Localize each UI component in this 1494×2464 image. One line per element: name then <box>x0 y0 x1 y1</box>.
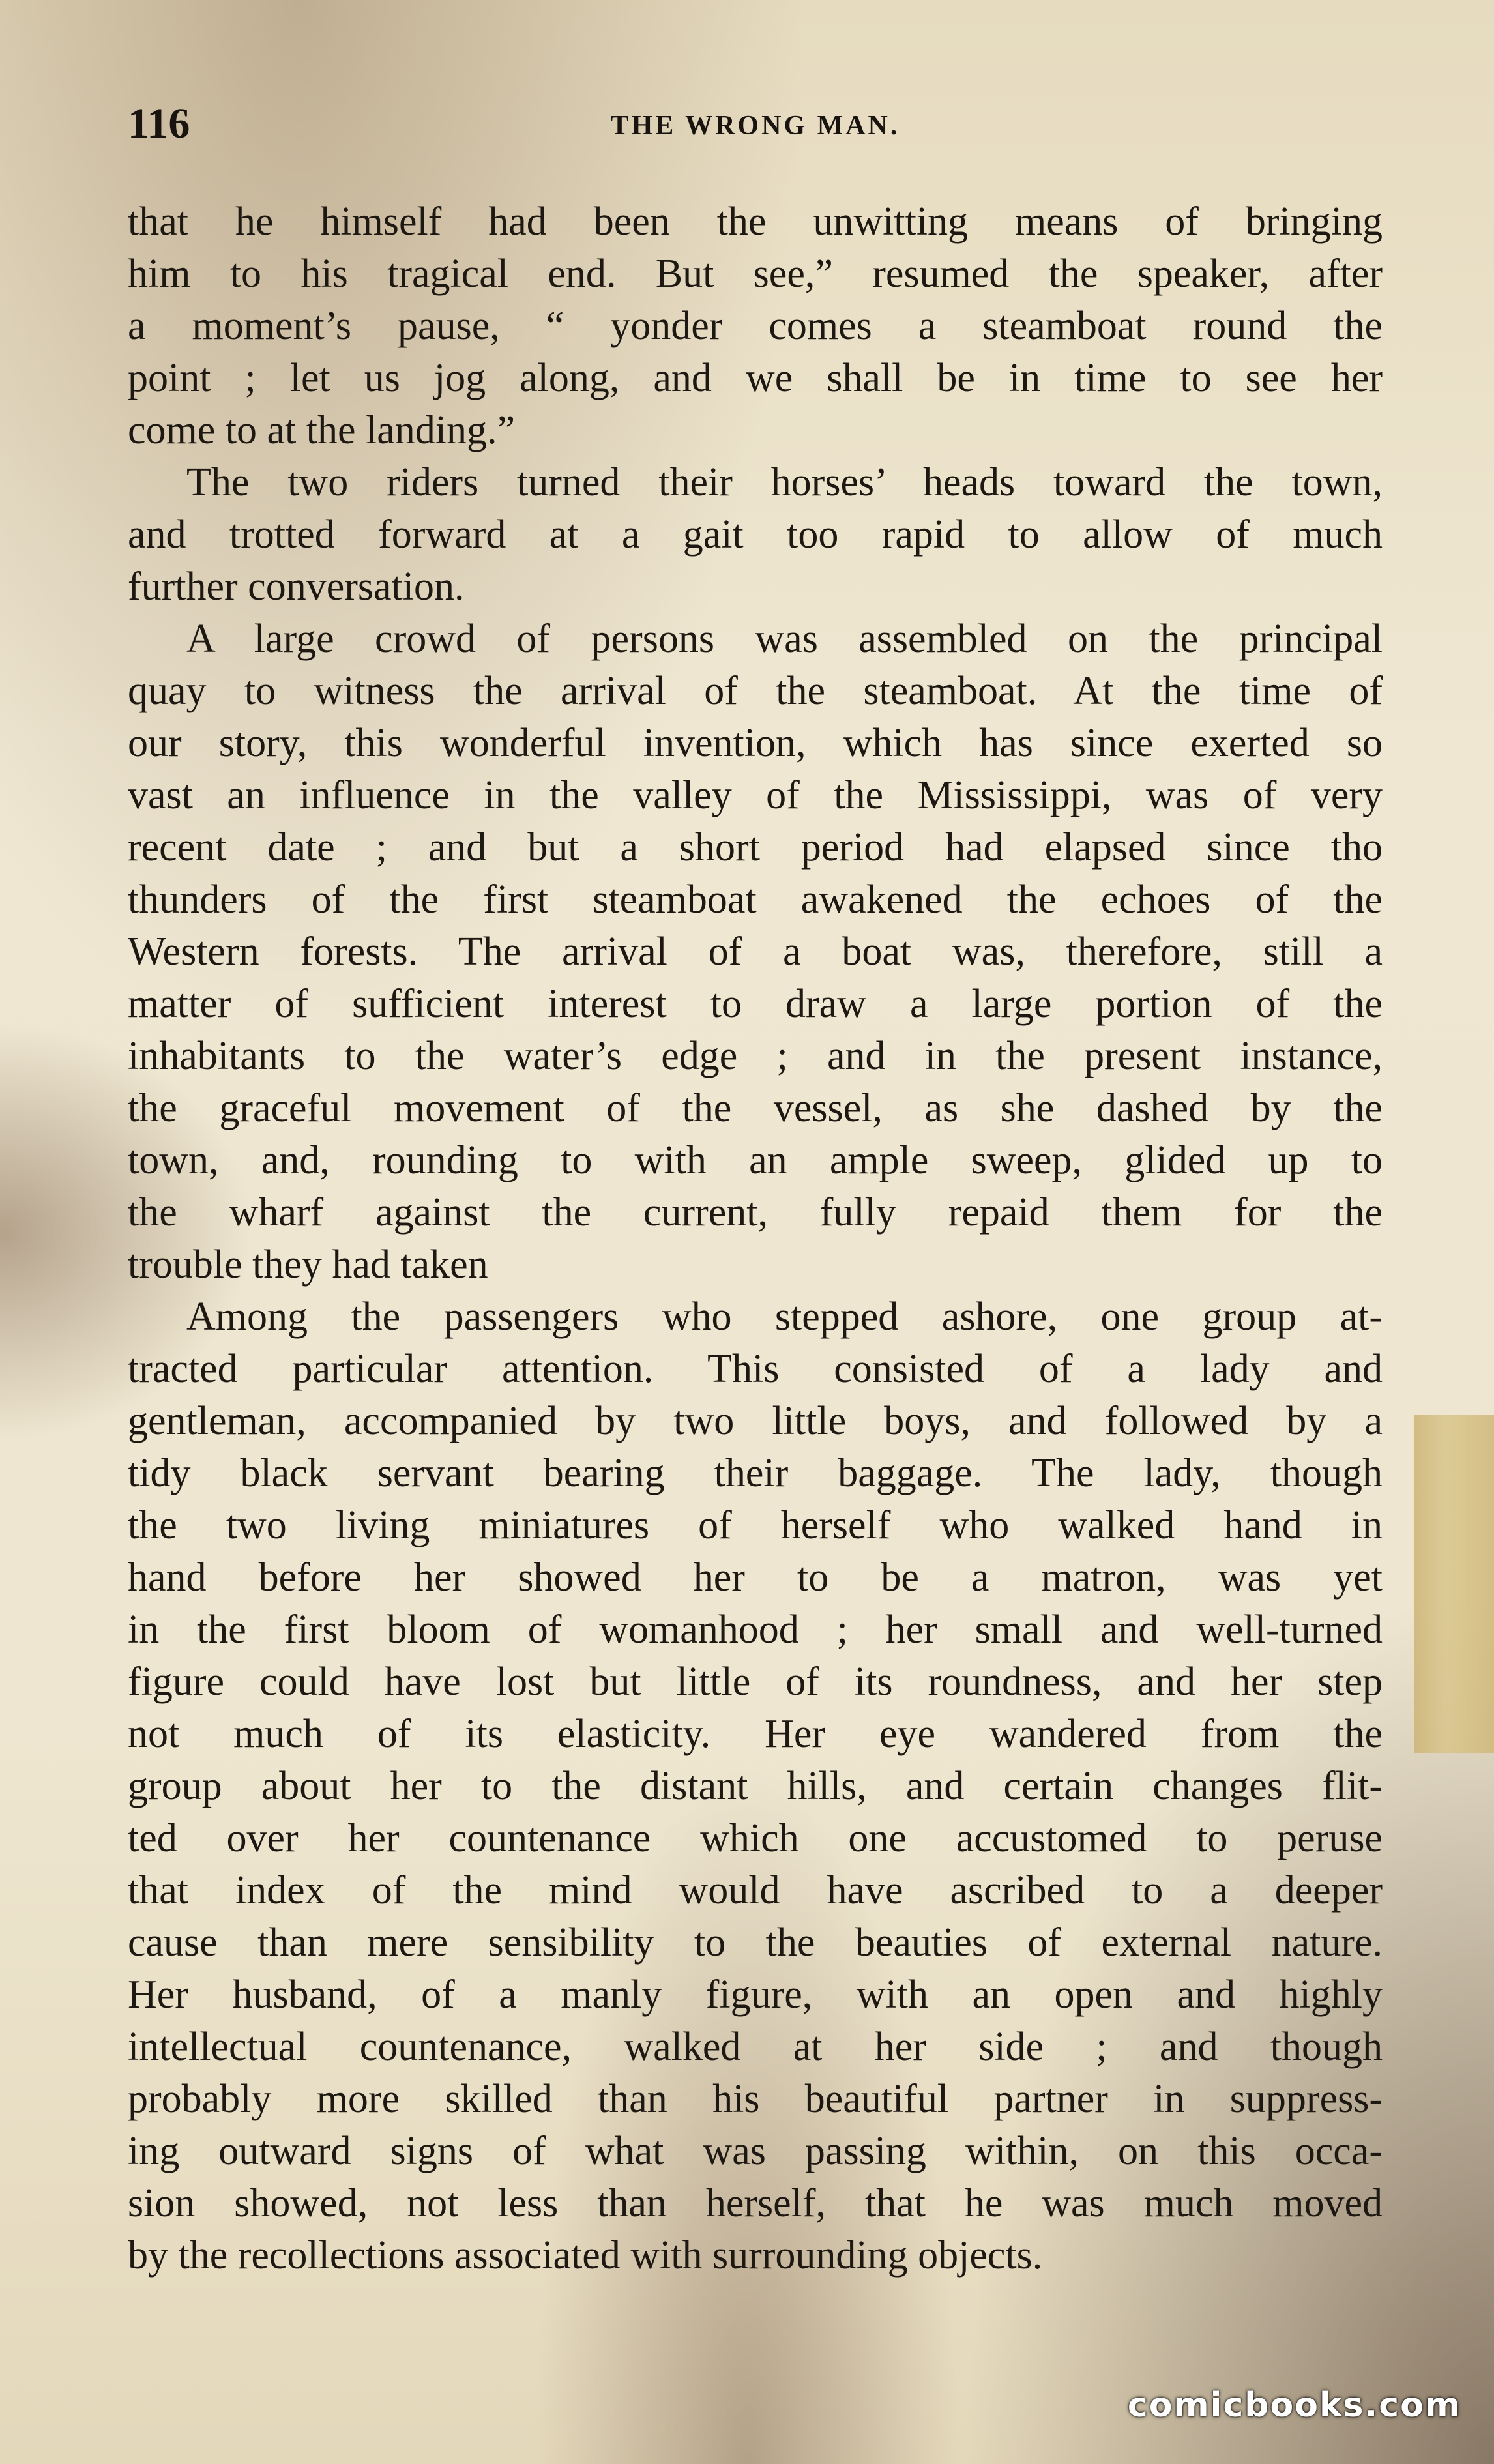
text-line: that he himself had been the unwitting means of bringing <box>128 199 1383 244</box>
text-line: that index of the mind would have ascribed to a deeper <box>128 1868 1383 1913</box>
text-line: group about her to the distant hills, and certain changes flit- <box>128 1764 1383 1808</box>
text-line: not much of its elasticity. Her eye wandered from the <box>128 1712 1383 1756</box>
text-line: probably more skilled than his beautiful partner in suppress- <box>128 2077 1383 2121</box>
text-line: ing outward signs of what was passing within, on this occa- <box>128 2129 1383 2173</box>
page-header <box>128 98 1383 150</box>
text-line: our story, this wonderful invention, which has since exerted so <box>128 721 1383 765</box>
text-line: town, and, rounding to with an ample sweep, glided up to <box>128 1138 1383 1182</box>
tape-strip <box>1414 1415 1494 1753</box>
text-line: further conversation. <box>128 565 465 609</box>
text-line: gentleman, accompanied by two little boys, and followed by a <box>128 1399 1383 1443</box>
body-text <box>128 196 1383 2281</box>
running-title: THE WRONG MAN. <box>610 111 900 141</box>
text-line: tidy black servant bearing their baggage. The lady, though <box>128 1451 1383 1495</box>
text-line: thunders of the first steamboat awakened the echoes of the <box>128 877 1383 922</box>
text-line: quay to witness the arrival of the steamboat. At the time of <box>128 669 1383 713</box>
text-line: by the recollections associated with surrounding objects. <box>128 2233 1043 2278</box>
text-line: him to his tragical end. But see,” resumed the speaker, after <box>128 252 1383 296</box>
text-line: tracted particular attention. This consisted of a lady and <box>128 1347 1383 1391</box>
text-line: vast an influence in the valley of the Mississippi, was of very <box>128 773 1383 817</box>
watermark: comicbooks.com <box>1127 2386 1461 2425</box>
text-line: the graceful movement of the vessel, as she dashed by the <box>128 1086 1383 1130</box>
text-line: Western forests. The arrival of a boat was, therefore, still a <box>128 930 1383 974</box>
text-line: The two riders turned their horses’ heads toward the town, <box>186 460 1383 505</box>
text-line: Her husband, of a manly figure, with an open and highly <box>128 1973 1383 2017</box>
text-line: matter of sufficient interest to draw a large portion of the <box>128 982 1383 1026</box>
text-line: hand before her showed her to be a matron, was yet <box>128 1555 1383 1600</box>
text-line: come to at the landing.” <box>128 408 515 452</box>
text-line: cause than mere sensibility to the beauties of external nature. <box>128 1920 1383 1965</box>
text-line: A large crowd of persons was assembled on the principal <box>186 617 1383 661</box>
text-line: the wharf against the current, fully repaid them for the <box>128 1190 1383 1235</box>
text-line: a moment’s pause, “ yonder comes a steamboat round the <box>128 304 1383 348</box>
text-line: and trotted forward at a gait too rapid to allow of much <box>128 512 1383 557</box>
text-line: figure could have lost but little of its roundness, and her step <box>128 1660 1383 1704</box>
text-line: point ; let us jog along, and we shall be in time to see her <box>128 356 1383 400</box>
text-line: sion showed, not less than herself, that he was much moved <box>128 2181 1383 2225</box>
text-line: recent date ; and but a short period had elapsed since tho <box>128 825 1383 870</box>
text-line: ted over her countenance which one accustomed to peruse <box>128 1816 1383 1860</box>
text-line: Among the passengers who stepped ashore, one group at- <box>186 1295 1383 1339</box>
text-line: trouble they had taken <box>128 1242 488 1287</box>
page-number: 116 <box>128 100 190 147</box>
text-line: intellectual countenance, walked at her side ; and though <box>128 2025 1383 2069</box>
text-line: the two living miniatures of herself who walked hand in <box>128 1503 1383 1547</box>
text-line: inhabitants to the water’s edge ; and in the present instance, <box>128 1034 1383 1078</box>
text-line: in the first bloom of womanhood ; her small and well-turned <box>128 1607 1383 1652</box>
